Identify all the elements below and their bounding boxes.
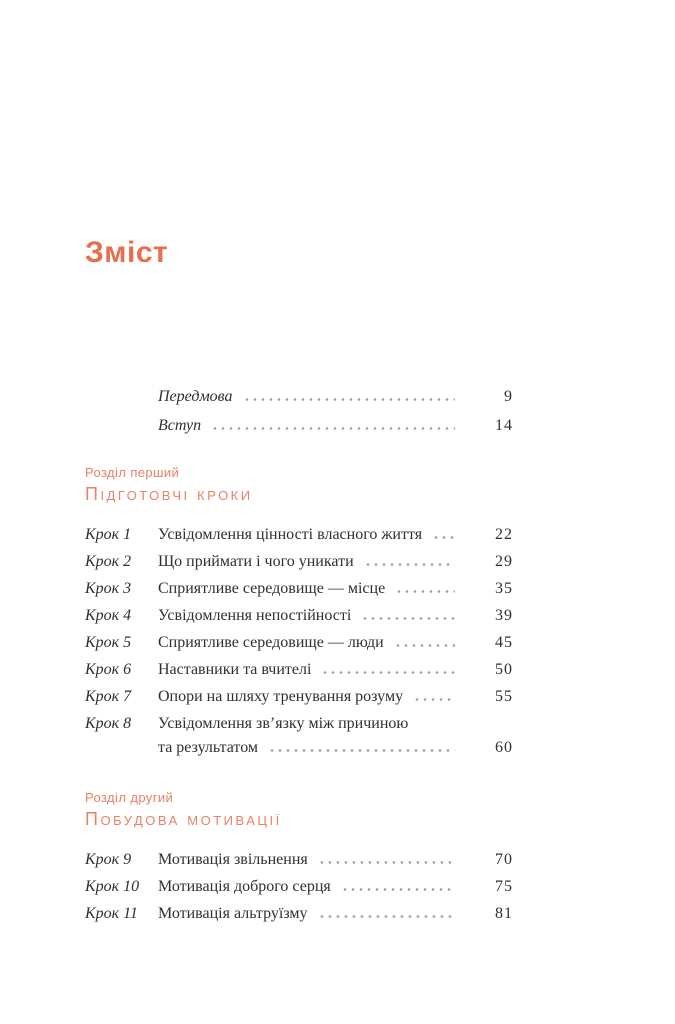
toc-entry[interactable] <box>85 602 513 629</box>
entry-title: Вступ <box>158 417 202 434</box>
entry-body <box>158 710 513 759</box>
entry-title-continued: Мотивація доброго серця <box>158 878 331 895</box>
entry-step-label: Крок 6 <box>85 661 132 678</box>
toc-entry[interactable] <box>85 656 513 683</box>
table-of-contents <box>85 382 513 927</box>
entry-body <box>158 873 513 900</box>
sections-list <box>85 465 513 927</box>
toc-entry[interactable] <box>85 548 513 575</box>
entry-body <box>158 900 513 927</box>
entry-leader-line <box>158 737 513 759</box>
entry-body <box>158 575 513 602</box>
entry-page-number: 14 <box>495 417 513 434</box>
section-kicker: Розділ перший <box>85 465 180 480</box>
entry-title-continued: Усвідомлення цінності власного життя <box>158 526 423 543</box>
entry-title-continued: Сприятливе середовище — місце <box>158 580 386 597</box>
entry-page-number: 35 <box>495 580 513 597</box>
toc-front-entry[interactable] <box>85 411 513 440</box>
entry-page-number: 81 <box>495 905 513 922</box>
entry-page-number: 9 <box>504 388 513 405</box>
page-title: Зміст <box>85 236 169 269</box>
toc-entry[interactable] <box>85 900 513 927</box>
toc-entry[interactable] <box>85 683 513 710</box>
entry-step-label: Крок 10 <box>85 878 140 895</box>
entry-step-label: Крок 7 <box>85 688 132 705</box>
entry-body <box>158 521 513 548</box>
entry-title: Передмова <box>158 388 233 405</box>
entry-page-number: 29 <box>495 553 513 570</box>
entry-title-continued: Сприятливе середовище — люди <box>158 634 384 651</box>
dotted-leader <box>395 590 455 593</box>
entry-title: Усвідомлення зв’язку між причиною <box>158 715 409 732</box>
entry-title-continued: Мотивація звільнення <box>158 851 308 868</box>
section-items <box>85 521 513 759</box>
entry-leader-line <box>158 602 513 629</box>
entry-title-continued: та результатом <box>158 739 259 756</box>
dotted-leader <box>361 617 455 620</box>
dotted-leader <box>432 536 455 539</box>
toc-entry[interactable] <box>85 521 513 548</box>
toc-entry[interactable] <box>85 710 513 759</box>
entry-body <box>158 656 513 683</box>
front-matter-list <box>85 382 513 440</box>
toc-front-entry[interactable] <box>85 382 513 411</box>
entry-step-label: Крок 9 <box>85 851 132 868</box>
entry-body <box>158 629 513 656</box>
section-kicker: Розділ другий <box>85 790 174 805</box>
toc-section <box>85 790 513 927</box>
entry-leader-line <box>158 575 513 602</box>
entry-leader-line <box>158 846 513 873</box>
dotted-leader <box>394 644 455 647</box>
entry-title-continued: Наставники та вчителі <box>158 661 312 678</box>
entry-step-label: Крок 3 <box>85 580 132 597</box>
entry-body <box>158 548 513 575</box>
toc-entry[interactable] <box>85 575 513 602</box>
entry-body <box>158 683 513 710</box>
entry-leader-line <box>158 873 513 900</box>
entry-page-number: 45 <box>495 634 513 651</box>
entry-title-continued: Усвідомлення непостійності <box>158 607 352 624</box>
entry-title-continued: Опори на шляху тренування розуму <box>158 688 404 705</box>
entry-body <box>158 846 513 873</box>
entry-page-number: 22 <box>495 526 513 543</box>
toc-entry[interactable] <box>85 873 513 900</box>
entry-leader-line <box>158 521 513 548</box>
section-heading: Підготовчі кроки <box>85 484 253 504</box>
entry-page-number: 60 <box>495 739 513 756</box>
toc-entry[interactable] <box>85 629 513 656</box>
entry-leader-line <box>158 548 513 575</box>
entry-step-label: Крок 8 <box>85 715 132 732</box>
entry-title-continued: Мотивація альтруїзму <box>158 905 308 922</box>
entry-leader-line <box>158 656 513 683</box>
dotted-leader <box>341 888 455 891</box>
entry-page-number: 70 <box>495 851 513 868</box>
entry-step-label: Крок 11 <box>85 905 138 922</box>
entry-page-number: 55 <box>495 688 513 705</box>
dotted-leader <box>243 398 456 401</box>
dotted-leader <box>318 915 455 918</box>
entry-leader-line <box>158 900 513 927</box>
entry-title-line <box>158 710 513 737</box>
section-heading: Побудова мотивації <box>85 809 282 829</box>
dotted-leader <box>268 749 455 752</box>
dotted-leader <box>318 861 455 864</box>
entry-leader-line <box>158 629 513 656</box>
section-items <box>85 846 513 927</box>
dotted-leader <box>413 698 455 701</box>
dotted-leader <box>321 671 455 674</box>
entry-step-label: Крок 5 <box>85 634 132 651</box>
entry-page-number: 39 <box>495 607 513 624</box>
entry-body <box>158 602 513 629</box>
dotted-leader <box>211 427 455 430</box>
entry-title-continued: Що приймати і чого уникати <box>158 553 354 570</box>
entry-step-label: Крок 4 <box>85 607 132 624</box>
entry-step-label: Крок 2 <box>85 553 132 570</box>
entry-page-number: 75 <box>495 878 513 895</box>
toc-entry[interactable] <box>85 846 513 873</box>
dotted-leader <box>364 563 455 566</box>
entry-page-number: 50 <box>495 661 513 678</box>
entry-step-label: Крок 1 <box>85 526 132 543</box>
entry-leader-line <box>158 683 513 710</box>
toc-section <box>85 465 513 759</box>
